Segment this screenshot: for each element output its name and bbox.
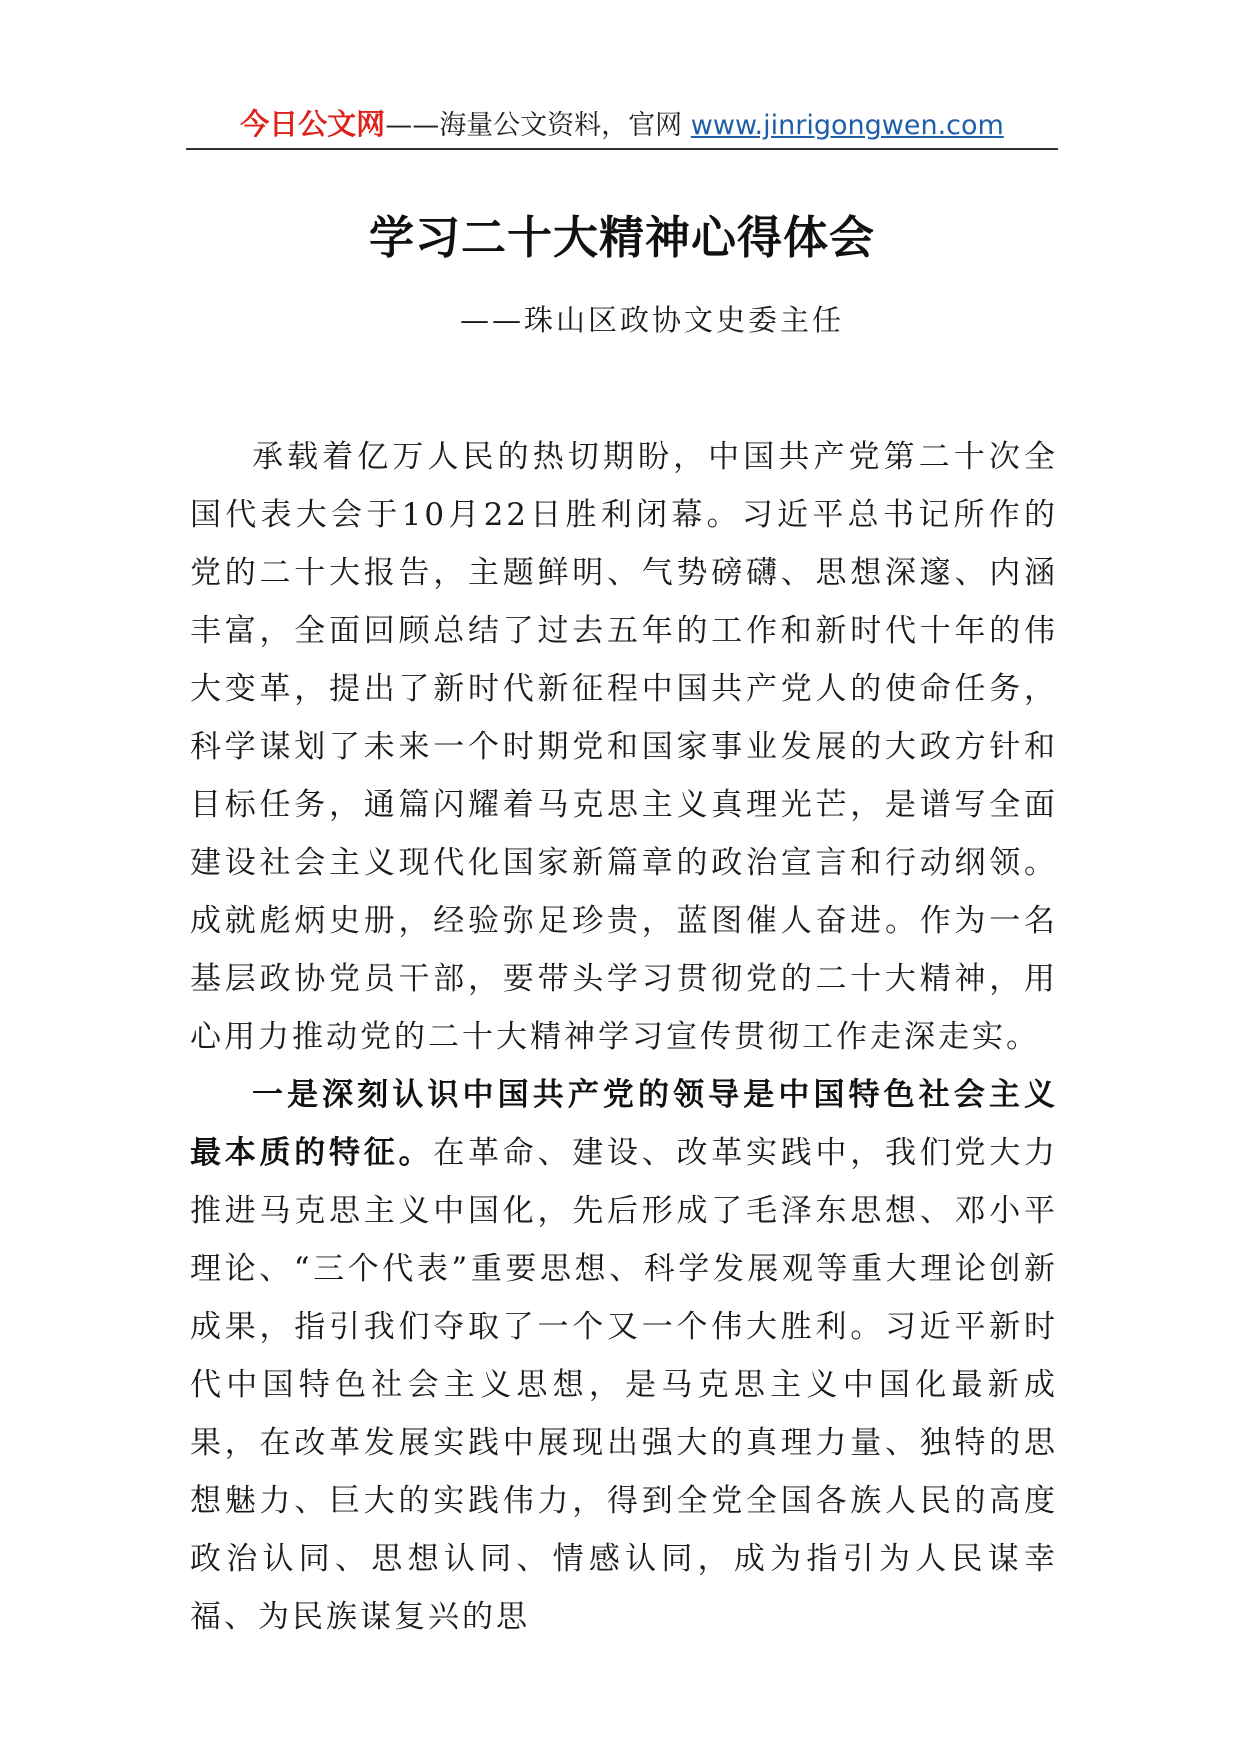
- paragraph-text: 承载着亿万人民的热切期盼，中国共产党第二十次全国代表大会于10月22日胜利闭幕。习近平总书记所作的党的二十大报告，主题鲜明、气势磅礴、思想深邃、内涵丰富，全面回顾总结了过去五年的工作和新时代十年的伟大变革，提出了新时代新征程中国共产党人的使命任务，科学谋划了未来一个时期党和国家事业发展的大政方针和目标任务，通篇闪耀着马克思主义真理光芒，是谱写全面建设社会主义现代化国家新篇章的政治宣言和行动纲领。成就彪炳史册，经验弥足珍贵，蓝图催人奋进。作为一名基层政协党员干部，要带头学习贯彻党的二十大精神，用心用力推动党的二十大精神学习宣传贯彻工作走深走实。: [190, 439, 1058, 1055]
- site-tagline: ——海量公文资料，官网: [385, 110, 691, 141]
- site-url-link[interactable]: www.jinrigongwen.com: [690, 110, 1004, 141]
- paragraph-point-one: [190, 1066, 1058, 1646]
- site-name: 今日公文网: [240, 107, 386, 141]
- paragraph-intro: [190, 428, 1058, 1066]
- document-title: 学习二十大精神心得体会: [368, 211, 875, 264]
- document-subtitle: ——珠山区政协文史委主任: [459, 303, 844, 337]
- site-header: [186, 100, 1058, 150]
- paragraph-text: 在革命、建设、改革实践中，我们党大力推进马克思主义中国化，先后形成了毛泽东思想、邓小平理论、“三个代表”重要思想、科学发展观等重大理论创新成果，指引我们夺取了一个又一个伟大胜利。习近平新时代中国特色社会主义思想，是马克思主义中国化最新成果，在改革发展实践中展现出强大的真理力量、独特的思想魅力、巨大的实践伟力，得到全党全国各族人民的高度政治认同、思想认同、情感认同，成为指引为人民谋幸福、为民族谋复兴的思: [190, 1135, 1058, 1635]
- paragraph-lead: 一是深刻认识中国共产党的领导是中国特色社会主义最本质的特征。: [190, 1077, 1058, 1171]
- document-body: [190, 428, 1058, 1646]
